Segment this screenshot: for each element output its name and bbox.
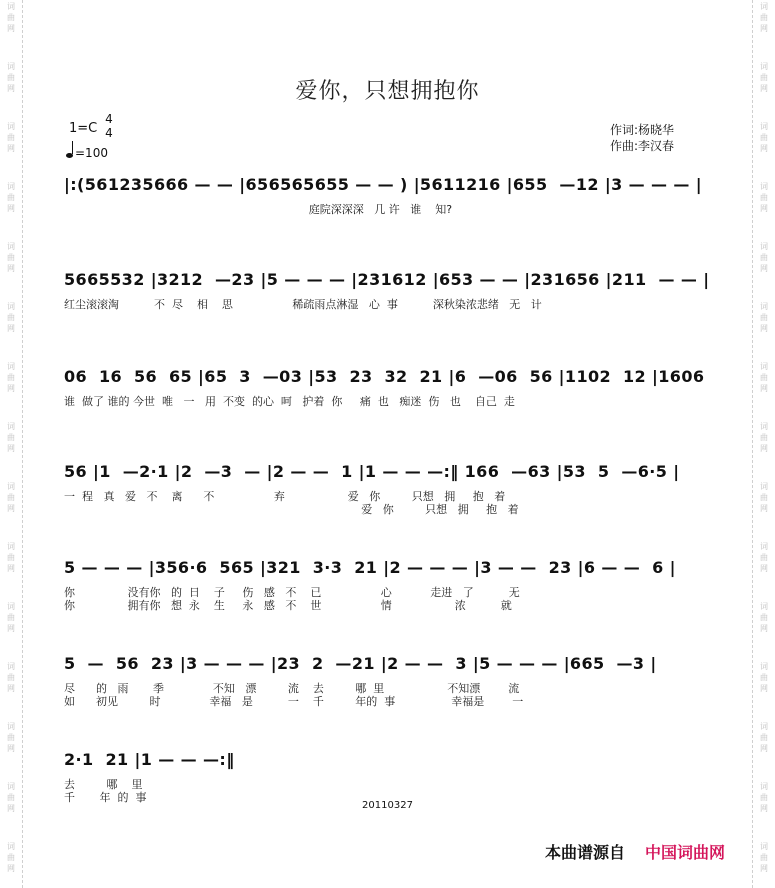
watermark-char: 网: [760, 624, 768, 633]
watermark-char: 曲: [760, 433, 768, 442]
watermark-char: 网: [7, 444, 15, 453]
watermark-char: 网: [760, 204, 768, 213]
watermark-char: 网: [7, 264, 15, 273]
watermark-char: 网: [760, 84, 768, 93]
watermark-char: 词: [7, 362, 15, 371]
source-footer: [545, 840, 725, 863]
watermark-char: 网: [7, 384, 15, 393]
lyrics-line: 你 没有你 的 日 子 伤 感 不 已 心 走进 了 无: [64, 586, 520, 599]
watermark-char: 词: [760, 2, 768, 11]
lyrics-line: 庭院深深深 几 许 谁 知?: [64, 203, 453, 216]
watermark-char: 网: [760, 24, 768, 33]
watermark-char: 曲: [7, 313, 15, 322]
watermark-char: 曲: [760, 73, 768, 82]
watermark-char: 网: [7, 504, 15, 513]
watermark-char: 曲: [7, 193, 15, 202]
watermark-char: 网: [7, 744, 15, 753]
watermark-char: 词: [760, 482, 768, 491]
watermark-char: 网: [7, 564, 15, 573]
watermark-char: 网: [760, 804, 768, 813]
lyrics-line-verse-2: 你 拥有你 想 永 生 永 感 不 世 情 浓 就: [64, 599, 512, 612]
watermark-char: 网: [7, 864, 15, 873]
watermark-char: 词: [760, 362, 768, 371]
watermark-char: 曲: [760, 313, 768, 322]
watermark-char: 词: [7, 182, 15, 191]
notes-line: 5 — — — |356·6 565 |321 3·3 21 |2 — — — |3 — — 23 |6 — — 6 |: [64, 558, 676, 577]
lyrics-line-verse-2: 如 初见 时 幸福 是 一 千 年的 事 幸福是 一: [64, 695, 524, 708]
song-title: 爱你，只想拥抱你: [295, 79, 480, 104]
watermark-char: 曲: [760, 373, 768, 382]
lyrics-line: 谁 做了 谁的 今世 唯 一 用 不变 的心 呵 护着 你 痛 也 痴迷 伤 也 自己 走: [64, 395, 515, 408]
watermark-char: 网: [7, 804, 15, 813]
watermark-char: 曲: [760, 493, 768, 502]
watermark-char: 曲: [7, 73, 15, 82]
watermark-char: 曲: [7, 493, 15, 502]
time-signature: [104, 112, 114, 140]
lyrics-line: 尽 的 雨 季 不知 漂 流 去 哪 里 不知漂 流: [64, 682, 520, 695]
watermark-char: 词: [760, 182, 768, 191]
watermark-char: 曲: [760, 673, 768, 682]
watermark-char: 词: [7, 662, 15, 671]
notes-line: 56 |1 —2·1 |2 —3 — |2 — — 1 |1 — — —:‖ 166 —63 |53 5 —6·5 |: [64, 462, 680, 481]
watermark-char: 网: [760, 144, 768, 153]
watermark-char: 词: [7, 722, 15, 731]
watermark-char: 曲: [7, 553, 15, 562]
watermark-char: 网: [7, 684, 15, 693]
source-prefix: 本曲谱源自: [545, 843, 626, 862]
watermark-char: 曲: [760, 853, 768, 862]
watermark-char: 网: [760, 444, 768, 453]
watermark-char: 词: [760, 122, 768, 131]
watermark-char: 词: [760, 602, 768, 611]
watermark-char: 网: [760, 324, 768, 333]
notes-line: 2·1 21 |1 — — —:‖: [64, 750, 235, 769]
watermark-char: 曲: [760, 793, 768, 802]
watermark-char: 网: [760, 384, 768, 393]
lyrics-line: 红尘滚滚淘 不 尽 相 思 稀疏雨点淋湿 心 事 深秋染浓悲绪 无 计: [64, 298, 542, 311]
score-date: 20110327: [362, 800, 413, 811]
watermark-char: 词: [760, 422, 768, 431]
quarter-note-icon: [66, 153, 73, 158]
watermark-char: 曲: [760, 733, 768, 742]
watermark-char: 曲: [760, 553, 768, 562]
lyricist-credit: 作词:杨晓华: [610, 123, 675, 137]
watermark-char: 网: [7, 84, 15, 93]
watermark-char: 词: [7, 2, 15, 11]
watermark-char: 曲: [760, 613, 768, 622]
watermark-char: 网: [760, 864, 768, 873]
watermark-char: 词: [7, 242, 15, 251]
watermark-char: 词: [7, 422, 15, 431]
time-signature-bottom: 4: [105, 126, 113, 140]
lyrics-line-verse-2: 千 年 的 事: [64, 791, 147, 804]
watermark-char: 曲: [760, 133, 768, 142]
watermark-char: 曲: [7, 433, 15, 442]
watermark-char: 网: [760, 684, 768, 693]
watermark-char: 曲: [760, 13, 768, 22]
watermark-char: 词: [760, 62, 768, 71]
watermark-char: 词: [7, 842, 15, 851]
watermark-char: 词: [7, 782, 15, 791]
watermark-char: 词: [7, 302, 15, 311]
watermark-char: 网: [760, 564, 768, 573]
watermark-char: 网: [7, 324, 15, 333]
watermark-char: 曲: [7, 673, 15, 682]
watermark-char: 词: [760, 302, 768, 311]
watermark-char: 词: [760, 542, 768, 551]
watermark-char: 词: [760, 782, 768, 791]
watermark-char: 曲: [7, 613, 15, 622]
tempo-marking: [66, 146, 108, 160]
notes-line: 06 16 56 65 |65 3 —03 |53 23 32 21 |6 —06 56 |1102 12 |1606: [64, 367, 705, 386]
watermark-char: 词: [7, 482, 15, 491]
watermark-char: 曲: [760, 193, 768, 202]
watermark-char: 曲: [7, 13, 15, 22]
composer-credit: 作曲:李汉春: [610, 139, 675, 153]
lyrics-line: 去 哪 里: [64, 778, 143, 791]
watermark-char: 网: [760, 744, 768, 753]
watermark-char: 网: [7, 624, 15, 633]
lyrics-line-verse-2: 爱 你 只想 拥 抱 着: [64, 503, 519, 516]
key-signature: 1=C: [69, 121, 98, 136]
watermark-char: 曲: [7, 373, 15, 382]
watermark-char: 曲: [7, 253, 15, 262]
right-watermark-strip: [752, 0, 775, 888]
watermark-char: 词: [7, 542, 15, 551]
tempo-value: =100: [75, 146, 108, 160]
watermark-char: 词: [7, 122, 15, 131]
notes-line: 5665532 |3212 —23 |5 — — — |231612 |653 — — |231656 |211 — — |: [64, 270, 710, 289]
watermark-char: 词: [760, 662, 768, 671]
watermark-char: 网: [760, 264, 768, 273]
watermark-char: 词: [7, 602, 15, 611]
watermark-char: 曲: [7, 133, 15, 142]
watermark-char: 词: [760, 842, 768, 851]
lyrics-line: 一 程 真 爱 不 离 不 弃 爱 你 只想 拥 抱 着: [64, 490, 506, 503]
watermark-char: 词: [7, 62, 15, 71]
time-signature-top: 4: [105, 112, 113, 126]
watermark-char: 网: [760, 504, 768, 513]
notes-line: |:(561235666 — — |656565655 — — ) |5611216 |655 —12 |3 — — — |: [64, 175, 702, 194]
watermark-char: 曲: [7, 733, 15, 742]
watermark-char: 曲: [760, 253, 768, 262]
left-watermark-strip: [0, 0, 23, 888]
watermark-char: 曲: [7, 853, 15, 862]
watermark-char: 词: [760, 722, 768, 731]
watermark-char: 网: [7, 204, 15, 213]
watermark-char: 网: [7, 24, 15, 33]
watermark-char: 词: [760, 242, 768, 251]
notes-line: 5 — 56 23 |3 — — — |23 2 —21 |2 — — 3 |5 — — — |665 —3 |: [64, 654, 657, 673]
source-brand-link[interactable]: 中国词曲网: [645, 843, 726, 862]
watermark-char: 曲: [7, 793, 15, 802]
watermark-char: 网: [7, 144, 15, 153]
